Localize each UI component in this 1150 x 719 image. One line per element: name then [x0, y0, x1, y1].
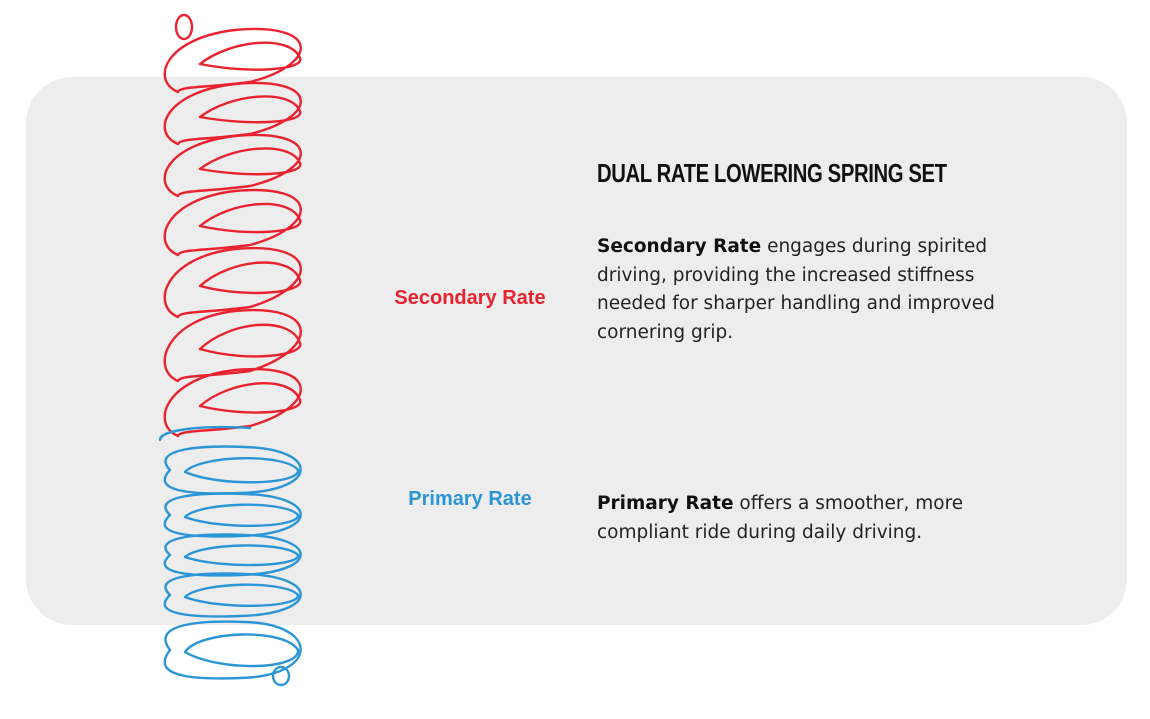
- primary-rate-label: Primary Rate: [408, 488, 532, 510]
- coil-secondary-7: [165, 369, 301, 436]
- secondary-rate-lead: Secondary Rate: [597, 236, 762, 257]
- primary-rate-coils: [160, 427, 301, 685]
- coil-primary-4: [165, 574, 301, 617]
- primary-rate-text: offers a smoother, more compliant ride during daily driving.: [597, 493, 964, 543]
- page-title: DUAL RATE LOWERING SPRING SET: [597, 158, 947, 188]
- primary-rate-lead: Primary Rate: [597, 493, 734, 514]
- secondary-rate-coils: [165, 15, 301, 436]
- spring-top-hook: [176, 15, 192, 39]
- coil-primary-5: [165, 622, 301, 679]
- coil-primary-2: [165, 494, 301, 537]
- coil-secondary-3: [165, 135, 301, 196]
- secondary-rate-text: engages during spirited driving, providing the increased stiffness needed for sharper handling and improved cornering grip.: [597, 236, 995, 343]
- coil-secondary-4: [165, 190, 301, 255]
- coil-secondary-5: [165, 248, 301, 317]
- coil-primary-1: [165, 447, 301, 494]
- coil-primary-3: [165, 535, 301, 576]
- secondary-rate-description: [597, 233, 1027, 347]
- coil-secondary-2: [165, 83, 301, 144]
- secondary-rate-label: Secondary Rate: [394, 287, 546, 309]
- primary-rate-description: [597, 490, 1027, 547]
